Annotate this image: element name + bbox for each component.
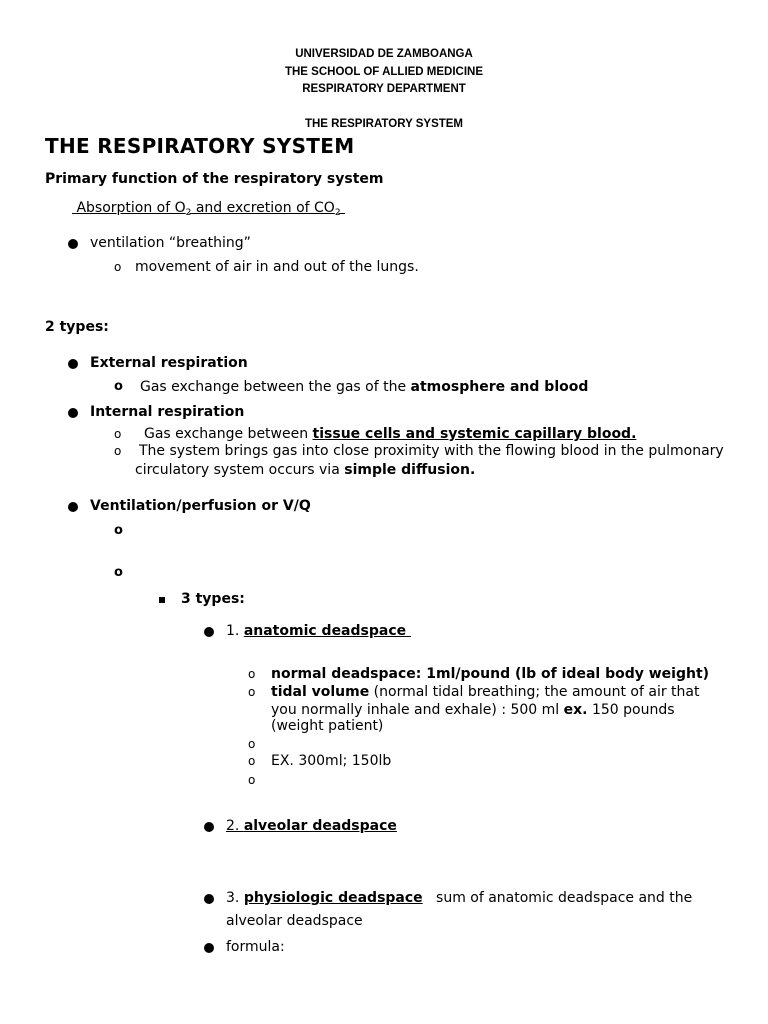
vq-label: Ventilation/perfusion or V/Q xyxy=(90,498,311,514)
tidal-volume-line1: tidal volume (normal tidal breathing; the amount of air that xyxy=(271,684,700,700)
anatomic-example: EX. 300ml; 150lb xyxy=(271,753,392,769)
types-heading: 2 types: xyxy=(45,319,109,335)
ring-bullet-icon: o xyxy=(114,523,123,538)
ring-bullet-icon: o xyxy=(114,427,122,441)
bullet-icon xyxy=(68,408,78,418)
ring-bullet-icon: o xyxy=(114,379,123,394)
tidal-volume-line3: (weight patient) xyxy=(271,718,384,734)
bullet-icon xyxy=(68,359,78,369)
physiologic-deadspace-heading: 3. physiologic deadspace sum of anatomic deadspace and the xyxy=(226,890,693,906)
ring-bullet-icon: o xyxy=(248,737,256,751)
three-types-label: 3 types: xyxy=(181,591,245,607)
normal-deadspace: normal deadspace: 1ml/pound (lb of ideal body weight) xyxy=(271,666,710,682)
alveolar-deadspace-heading: 2. alveolar deadspace xyxy=(226,818,397,834)
bullet-icon xyxy=(68,502,78,512)
ring-bullet-icon: o xyxy=(248,667,256,681)
ring-bullet-icon: o xyxy=(114,444,122,458)
tidal-volume-line2: you normally inhale and exhale) : 500 ml ex. 150 pounds xyxy=(271,702,675,718)
bullet-icon xyxy=(204,943,214,953)
header-university: UNIVERSIDAD DE ZAMBOANGA xyxy=(295,48,473,60)
header-subject: THE RESPIRATORY SYSTEM xyxy=(304,118,464,130)
header-department: RESPIRATORY DEPARTMENT xyxy=(302,83,466,95)
internal-respiration-label: Internal respiration xyxy=(90,404,245,420)
header-school: THE SCHOOL OF ALLIED MEDICINE xyxy=(284,66,484,78)
ventilation-sub: movement of air in and out of the lungs. xyxy=(135,259,419,275)
internal-respiration-line3: circulatory system occurs via simple diffusion. xyxy=(135,462,476,478)
ring-bullet-icon: o xyxy=(248,754,256,768)
ring-bullet-icon: o xyxy=(114,565,123,580)
square-bullet-icon xyxy=(159,597,165,603)
physiologic-deadspace-desc2: alveolar deadspace xyxy=(226,913,363,929)
bullet-icon xyxy=(204,627,214,637)
ring-bullet-icon: o xyxy=(248,773,256,787)
formula-label: formula: xyxy=(226,939,285,955)
primary-function-text: Absorption of $O_2$ and excretion of $CO_2$ xyxy=(76,200,341,218)
external-respiration-label: External respiration xyxy=(90,355,248,371)
page-title: THE RESPIRATORY SYSTEM xyxy=(45,134,355,158)
internal-respiration-line2: The system brings gas into close proximity with the flowing blood in the pulmonary xyxy=(139,443,724,459)
ventilation-label: ventilation “breathing” xyxy=(90,235,251,251)
ring-bullet-icon: o xyxy=(114,260,122,274)
anatomic-deadspace-heading: 1. anatomic deadspace xyxy=(226,623,407,639)
bullet-icon xyxy=(204,822,214,832)
primary-function-heading: Primary function of the respiratory system xyxy=(45,171,384,187)
internal-respiration-desc: Gas exchange between tissue cells and systemic capillary blood. xyxy=(144,426,637,442)
ring-bullet-icon: o xyxy=(248,685,256,699)
bullet-icon xyxy=(204,894,214,904)
bullet-icon xyxy=(68,239,78,249)
external-respiration-desc: Gas exchange between the gas of the atmosphere and blood xyxy=(140,379,589,395)
